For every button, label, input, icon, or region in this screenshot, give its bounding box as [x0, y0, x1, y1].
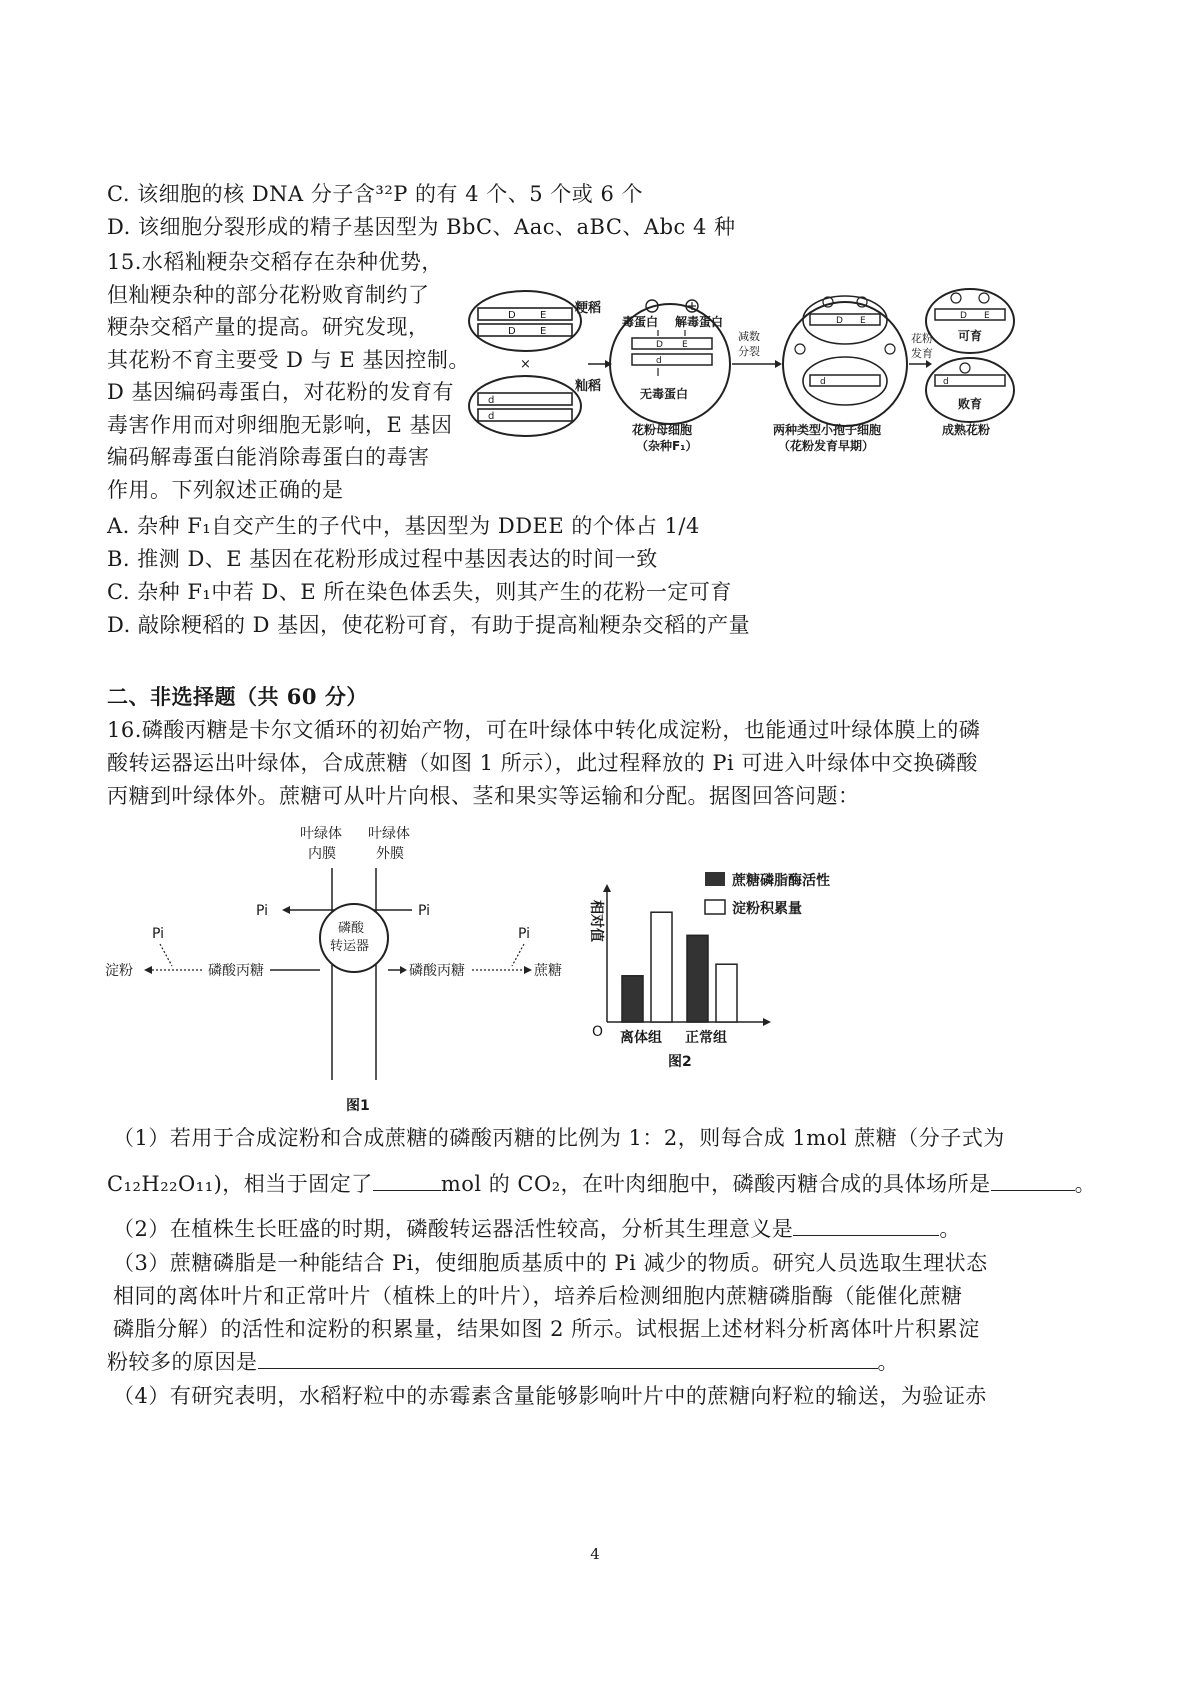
microspore-caption: 两种类型小孢子细胞 — [773, 423, 882, 437]
indica-parent — [469, 376, 581, 436]
no-toxin-label: 无毒蛋白 — [640, 387, 689, 401]
mature-pollen — [926, 289, 1014, 422]
pmc-caption: 花粉母细胞 — [632, 423, 693, 437]
bar-enzyme-normal — [687, 935, 708, 1022]
sterile-label: 败育 — [958, 397, 983, 411]
gene-d-label: D — [960, 311, 967, 321]
x-tick-label: 离体组 — [620, 1030, 662, 1046]
q15-stem-line: 毒害作用而对卵细胞无影响，E 基因 — [107, 412, 453, 437]
japonica-label: 粳稻 — [575, 301, 602, 316]
q16-sub1-text: C₁₂H₂₂O₁₁)，相当于固定了 — [107, 1172, 373, 1196]
q16-sub2-text: （2）在植株生长旺盛的时期，磷酸转运器活性较高，分析其生理意义是 — [113, 1217, 794, 1241]
pi-label: Pi — [152, 926, 165, 942]
mature-caption: 成熟花粉 — [942, 423, 991, 437]
q15-option: B. 推测 D、E 基因在花粉形成过程中基因表达的时间一致 — [107, 547, 658, 571]
arrow-head — [775, 360, 782, 368]
y-axis-arrow — [603, 884, 611, 892]
arrow-head — [926, 360, 932, 368]
legend-swatch-starch — [705, 900, 725, 914]
outer-membrane-label: 外膜 — [376, 846, 404, 862]
x-tick-label: 正常组 — [685, 1030, 727, 1046]
q15-pollen-diagram — [460, 276, 1020, 466]
pi-label: Pi — [418, 903, 431, 919]
toxin-label: 毒蛋白 — [622, 315, 659, 329]
gene-dl-label: d — [656, 356, 662, 366]
q15-stem-line: 作用。下列叙述正确的是 — [107, 477, 344, 502]
starch-label: 淀粉 — [105, 963, 133, 979]
gene-d-label: D — [508, 326, 516, 337]
arrow-head — [524, 966, 532, 974]
page-number: 4 — [590, 1545, 600, 1563]
q16-sub1-text: 。 — [1074, 1172, 1097, 1196]
figure-2-chart — [580, 860, 880, 1080]
q15-stem-line: 粳杂交稻产量的提高。研究发现， — [107, 315, 430, 339]
gene-e-label: E — [682, 340, 688, 350]
q16-sub3-line: 相同的离体叶片和正常叶片（植株上的叶片），培养后检测细胞内蔗糖磷脂酶（能催化蔗糖 — [113, 1284, 963, 1308]
gene-dl-label: d — [488, 395, 495, 406]
pi-release-line — [160, 944, 172, 966]
meiosis-label: 减数 — [738, 330, 760, 343]
q16-sub3-line: 磷脂分解）的活性和淀粉的积累量，结果如图 2 所示。试根据上述材料分析离体叶片积累淀 — [113, 1317, 980, 1341]
triose-label: 磷酸丙糖 — [208, 963, 264, 979]
q15-option: C. 杂种 F₁中若 D、E 所在染色体丢失，则其产生的花粉一定可育 — [107, 580, 732, 604]
transporter-label: 转运器 — [330, 939, 370, 954]
y-axis-label: 相对值 — [588, 900, 604, 942]
gene-d-label: D — [836, 316, 843, 326]
inner-membrane-label: 内膜 — [308, 846, 336, 862]
q15-option: D. 敲除粳稻的 D 基因，使花粉可育，有助于提高籼粳杂交稻的产量 — [107, 613, 751, 637]
figure-1-caption: 图1 — [346, 1098, 370, 1114]
q14-option-d: D. 该细胞分裂形成的精子基因型为 BbC、Aac、aBC、Abc 4 种 — [107, 215, 736, 239]
q16-sub2-text: 。 — [939, 1217, 961, 1241]
microspore-caption: （花粉发育早期） — [778, 439, 875, 453]
pollen-dev-label: 花粉 — [911, 332, 933, 345]
section-title: 二、非选择题（共 60 分） — [107, 684, 368, 709]
q15-stem-line: D 基因编码毒蛋白，对花粉的发育有 — [107, 380, 455, 404]
pollen-mother-cell — [610, 300, 730, 424]
skull-icon — [795, 344, 805, 354]
q16-stem-line: 丙糖到叶绿体外。蔗糖可从叶片向根、茎和果实等运输和分配。据图回答问题： — [107, 784, 860, 808]
transporter-label: 磷酸 — [338, 921, 365, 936]
q15-stem-line: 但籼粳杂种的部分花粉败育制约了 — [107, 282, 430, 307]
q16-sub1-text: mol 的 CO₂，在叶肉细胞中，磷酸丙糖合成的具体场所是 — [440, 1172, 991, 1196]
gene-e-label: E — [540, 326, 547, 337]
gene-e-label: E — [984, 311, 990, 321]
q15-stem-line: 15.水稻籼粳杂交稻存在杂种优势， — [107, 250, 443, 274]
microspore-cells — [783, 296, 907, 426]
meiosis-label: 分裂 — [738, 345, 760, 358]
skull-icon — [951, 293, 961, 303]
inner-membrane-label: 叶绿体 — [300, 826, 342, 842]
pmc-caption: （杂种F₁） — [636, 439, 698, 453]
gene-dl-label: d — [488, 411, 495, 422]
fertile-label: 可育 — [958, 329, 983, 343]
legend-starch-label: 淀粉积累量 — [732, 901, 802, 917]
triose-label: 磷酸丙糖 — [409, 963, 465, 979]
q15-stem-line: 编码解毒蛋白能消除毒蛋白的毒害 — [107, 445, 430, 469]
q16-sub2 — [113, 1215, 961, 1243]
outer-membrane-label: 叶绿体 — [368, 826, 410, 842]
gene-d-label: D — [656, 340, 663, 350]
phosphate-transporter — [320, 904, 388, 972]
gene-d-label: D — [508, 310, 516, 321]
pi-release-line — [512, 944, 524, 966]
q16-sub3-line: （3）蔗糖磷脂是一种能结合 Pi，使细胞质基质中的 Pi 减少的物质。研究人员选取生理状态 — [113, 1251, 988, 1275]
skull-icon — [885, 344, 895, 354]
x-axis-arrow — [763, 1018, 771, 1026]
pollen-dev-label: 发育 — [911, 347, 933, 360]
antitoxin-label: 解毒蛋白 — [675, 315, 724, 329]
q16-stem-line: 16.磷酸丙糖是卡尔文循环的初始产物，可在叶绿体中转化成淀粉，也能通过叶绿体膜上的磷 — [107, 718, 981, 742]
arrow-head — [400, 966, 407, 974]
bar-starch-isolated — [651, 912, 672, 1022]
answer-blank[interactable] — [793, 1215, 939, 1236]
cross-symbol: × — [520, 357, 531, 372]
skull-icon — [960, 363, 970, 373]
legend-enzyme-label: 蔗糖磷脂酶活性 — [732, 873, 830, 889]
figure-1 — [100, 820, 580, 1120]
bar-starch-normal — [716, 964, 737, 1022]
legend-swatch-enzyme — [705, 872, 725, 886]
gene-dl-label: d — [820, 377, 826, 387]
q16-sub3-text: 粉较多的原因是 — [107, 1350, 258, 1374]
q16-sub4-line1: （4）有研究表明，水稻籽粒中的赤霉素含量能够影响叶片中的蔗糖向籽粒的输送，为验证赤 — [113, 1384, 987, 1408]
q16-sub1-line1: （1）若用于合成淀粉和合成蔗糖的磷酸丙糖的比例为 1：2，则每合成 1mol 蔗糖（分子式为 — [113, 1126, 1005, 1150]
sucrose-label: 蔗糖 — [534, 963, 562, 979]
pi-label: Pi — [256, 903, 269, 919]
pi-label: Pi — [518, 926, 531, 942]
answer-blank[interactable] — [258, 1348, 878, 1369]
gene-dl-label: d — [943, 377, 949, 387]
q16-sub3-line4 — [107, 1348, 899, 1376]
arrow-head — [144, 966, 152, 974]
q16-stem-line: 酸转运器运出叶绿体，合成蔗糖（如图 1 所示），此过程释放的 Pi 可进入叶绿体中交换磷酸 — [107, 751, 978, 775]
indica-label: 籼稻 — [575, 379, 602, 394]
bar-enzyme-isolated — [622, 976, 643, 1022]
plus-circle-icon — [979, 293, 989, 303]
q16-sub1-line2 — [107, 1170, 1096, 1198]
answer-blank[interactable] — [991, 1170, 1075, 1191]
japonica-parent — [469, 291, 581, 351]
q15-stem-line: 其花粉不育主要受 D 与 E 基因控制。 — [107, 347, 470, 372]
gene-e-label: E — [860, 316, 866, 326]
q16-sub3-text: 。 — [877, 1350, 899, 1374]
q14-option-c: C. 该细胞的核 DNA 分子含³²P 的有 4 个、5 个或 6 个 — [107, 182, 643, 206]
q15-option: A. 杂种 F₁自交产生的子代中，基因型为 DDEE 的个体占 1/4 — [107, 514, 700, 538]
answer-blank[interactable] — [373, 1170, 441, 1191]
origin-label: O — [592, 1024, 604, 1040]
gene-e-label: E — [540, 310, 547, 321]
figure-2-caption: 图2 — [668, 1054, 692, 1070]
arrow-head — [282, 906, 290, 914]
